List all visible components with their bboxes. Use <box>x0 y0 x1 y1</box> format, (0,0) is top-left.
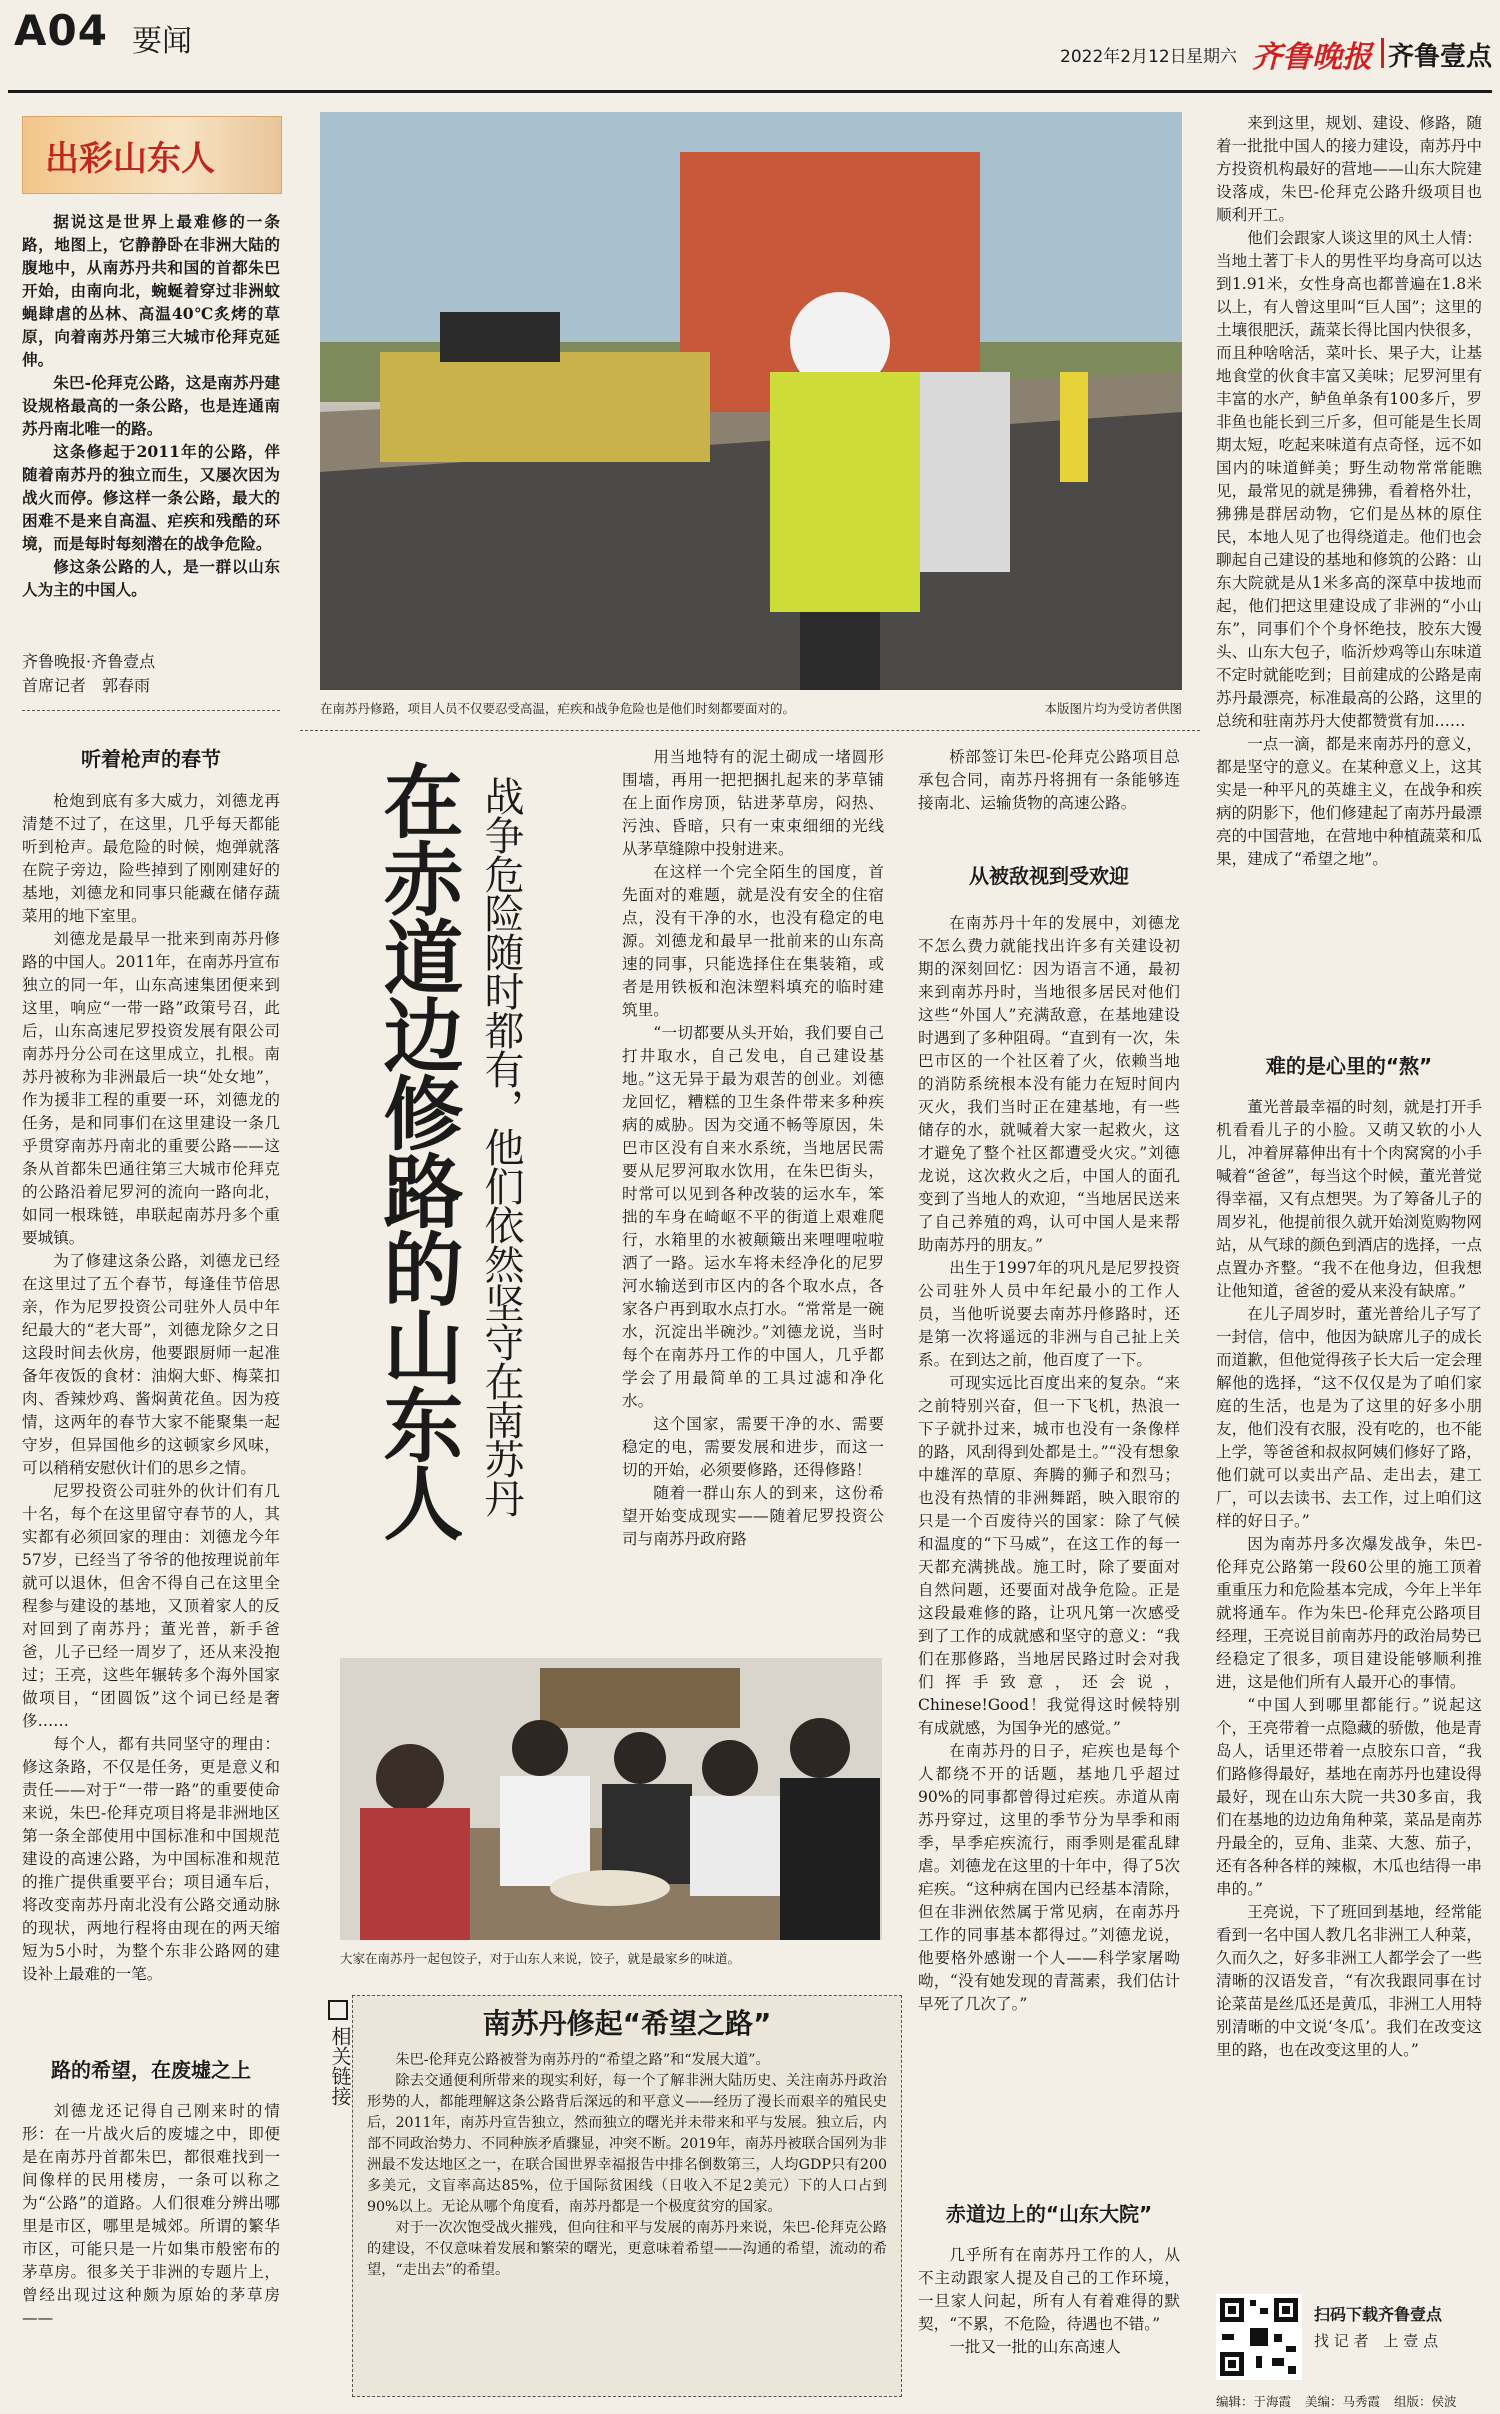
footer-editor: 编辑：于海霞 <box>1216 2394 1292 2409</box>
body-paragraph: 一点一滴，都是来南苏丹的意义，都是坚守的意义。在某种意义上，这其实是一种平凡的英雄主义，在战争和疾病的阴影下，他们修建起了南苏丹最漂亮的中国营地，在营地中种植蔬菜和瓜果，建成了“希望之地”。 <box>1216 735 1482 868</box>
body-paragraph: 出生于1997年的巩凡是尼罗投资公司驻外人员中年纪最小的工作人员，当他听说要去南苏丹修路时，还是第一次将遥远的非洲与自己扯上关系。在到达之前，他百度了一下。 <box>918 1259 1180 1369</box>
section-title: 从被敌视到受欢迎 <box>969 864 1129 888</box>
section-body <box>1216 1096 1482 2226</box>
byline-outlet: 齐鲁晚报·齐鲁壹点 <box>22 652 156 671</box>
footer-proof: 组版：侯波 <box>1394 2394 1457 2409</box>
section-title: 难的是心里的“熬” <box>1265 1054 1433 1078</box>
intro-paragraph: 修这条公路的人，是一群以山东人为主的中国人。 <box>22 557 280 599</box>
dumpling-photo <box>340 1658 882 1940</box>
masthead-divider <box>1381 38 1384 68</box>
masthead-logo-left: 齐鲁晚报 <box>1252 40 1372 75</box>
intro-paragraph: 朱巴-伦拜克公路，这是南苏丹建设规格最高的一条公路，也是连通南苏丹南北唯一的路。 <box>22 373 280 438</box>
body-paragraph: 这个国家，需要干净的水、需要稳定的电，需要发展和进步，而这一切的开始，必须要修路，还得修路！ <box>622 1415 884 1479</box>
section-body <box>918 912 1180 2192</box>
body-paragraph: 刘德龙还记得自己刚来时的情形：在一片战火后的废墟之中，即便是在南苏丹首都朱巴，都很难找到一间像样的民用楼房，一条可以称之为“公路”的道路。人们很难分辨出哪里是市区，哪里是城郊。所谓的繁华市区，可能只是一片如集市般密布的茅草房。很多关于非洲的专题片上，曾经出现过这种颇为原始的茅草房—— <box>22 2102 280 2327</box>
section-title: 听着枪声的春节 <box>81 747 221 771</box>
related-label-text: 相关链接 <box>328 2026 352 2106</box>
intro-paragraph: 这条修起于2011年的公路，伴随着南苏丹的独立而生，又屡次因为战火而停。修这样一条公路，最大的困难不是来自高温、疟疾和残酷的环境，而是每时每刻潜在的战争危险。 <box>22 442 280 553</box>
body-paragraph: 他们会跟家人谈这里的风土人情：当地土著丁卡人的男性平均身高可以达到1.91米，女性身高也都普遍在1.8米以上，有人曾这里叫“巨人国”；这里的土壤很肥沃，蔬菜长得比国内快很多，而且种啥啥活，菜叶长、果子大，让基地食堂的伙食丰富又美味；尼罗河里有丰富的水产，鲈鱼单条有100多斤，罗非鱼也能长到三斤多，但可能是生长周期太短，吃起来味道有点奇怪，远不如国内的味道鲜美；野生动物常常能瞧见，最常见的就是狒狒，看着格外壮，狒狒是群居动物，它们是丛林的原住民，本地人见了也得绕道走。他们也会聊起自己建设的基地和修筑的公路：山东大院就是从1米多高的深草中拔地而起，他们把这里建设成了非洲的“小山东”，同事们个个身怀绝技，胶东大馒头、山东大包子，临沂炒鸡等山东味道不定时就能吃到；目前建成的公路是南苏丹最漂亮，标准最高的公路，这里的总统和驻南苏丹大使都赞赏有加…… <box>1216 229 1482 730</box>
issue-date: 2022年2月12日 <box>1060 47 1187 67</box>
section-body <box>918 2244 1180 2404</box>
body-paragraph: 在南苏丹的日子，疟疾也是每个人都绕不开的话题，基地几乎超过90%的同事都曾得过疟疾。赤道从南苏丹穿过，这里的季节分为旱季和雨季，旱季疟疾流行，雨季则是霍乱肆虐。刘德龙在这里的十年中，得了5次疟疾。“这种病在国内已经基本清除，但在非洲依然属于常见病，在南苏丹工作的同事基本都得过。”刘德龙说，他要格外感谢一个人——科学家屠呦呦，“没有她发现的青蒿素，我们估计早死了几次了。” <box>918 1742 1180 2013</box>
intro-paragraph: 据说这是世界上最难修的一条路，地图上，它静静卧在非洲大陆的腹地中，从南苏丹共和国的首都朱巴开始，由南向北，蜿蜒着穿过非洲蚊蝇肆虐的丛林、高温40℃炙烤的草原，向着南苏丹第三大城市伦拜克延伸。 <box>22 212 280 369</box>
body-paragraph: “中国人到哪里都能行。”说起这个，王亮带着一点隐藏的骄傲，他是青岛人，话里还带着一点胶东口音，“我们路修得最好，基地在南苏丹也建设得最好，现在山东大院一共30多亩，我们在基地的边边角角种菜，菜品是南苏丹最全的，豆角、韭菜、大葱、茄子，还有各种各样的辣椒，木瓜也结得一串串的。” <box>1216 1696 1482 1898</box>
body-paragraph: 一批又一批的山东高速人 <box>949 2338 1121 2356</box>
section-name: 要闻 <box>132 24 192 59</box>
column-e-body <box>1216 112 1482 1048</box>
related-paragraph: 对于一次次饱受战火摧残，但向往和平与发展的南苏丹来说，朱巴-伦拜克公路的建设，不仅意味着发展和繁荣的曙光，更意味着希望——沟通的希望，流动的希望，“走出去”的希望。 <box>367 2220 887 2278</box>
intro-text <box>22 210 280 640</box>
related-label-icon <box>328 2000 348 2020</box>
issue-weekday: 星期六 <box>1186 47 1237 67</box>
section-title: 路的希望，在废墟之上 <box>51 2058 251 2082</box>
road-construction-illustration <box>320 112 1182 690</box>
body-paragraph: 因为南苏丹多次爆发战争，朱巴-伦拜克公路第一段60公里的施工顶着重重压力和危险基本完成，今年上半年就将通车。作为朱巴-伦拜克公路项目经理，王亮说目前南苏丹的政治局势已经稳定了很多，项目建设能够顺利推进，这是他们所有人最开心的事情。 <box>1216 1535 1482 1691</box>
headline-main: 在赤道边修路的山东人 <box>370 760 464 1540</box>
body-paragraph: 在儿子周岁时，董光普给儿子写了一封信，信中，他因为缺席儿子的成长而道歉，但他觉得孩子长大后一定会理解他的选择，“这不仅仅是为了咱们家庭的生活，也是为了这里的好多小朋友，他们没有衣服，没有吃的，也不能上学，等爸爸和叔叔阿姨们修好了路，他们就可以卖出产品、走出去，建工厂，可以去读书、去工作，过上咱们这样的好日子。” <box>1216 1305 1482 1530</box>
body-paragraph: 随着一群山东人的到来，这份希望开始变成现实——随着尼罗投资公司与南苏丹政府路 <box>622 1484 884 1548</box>
qr-code-icon <box>1216 2294 1302 2380</box>
section-title: 赤道边上的“山东大院” <box>945 2202 1153 2226</box>
caption-rule <box>300 730 1200 731</box>
body-paragraph: 为了修建这条公路，刘德龙已经在这里过了五个春节，每逢佳节倍思亲，作为尼罗投资公司驻外人员中年纪最大的“老大哥”，刘德龙除夕之日这段时间去伙房，他要跟厨师一起准备年夜饭的食材：油焖大虾、梅菜扣肉、香辣炒鸡、酱焖黄花鱼。因为疫情，这两年的春节大家不能聚集一起守岁，但异国他乡的这顿家乡风味，可以稍稍安慰伙计们的思乡之情。 <box>22 1252 280 1477</box>
byline-reporter: 首席记者 郭春雨 <box>22 676 151 695</box>
body-paragraph: 尼罗投资公司驻外的伙计们有几十名，每个在这里留守春节的人，其实都有必须回家的理由：刘德龙今年57岁，已经当了爷爷的他按理说前年就可以退休，但舍不得自己在这里全程参与建设的基地，又顶着家人的反对回到了南苏丹；董光普，新手爸爸，儿子已经一周岁了，还从来没抱过；王亮，这些年辗转多个海外国家做项目，“团圆饭”这个词已经是奢侈…… <box>22 1482 280 1730</box>
banner <box>22 116 282 194</box>
body-paragraph: 几乎所有在南苏丹工作的人，从不主动跟家人提及自己的工作环境，一旦家人问起，所有人有着难得的默契，“不累，不危险，待遇也不错。” <box>918 2246 1180 2333</box>
top-photo <box>320 112 1182 690</box>
top-photo-caption: 在南苏丹修路，项目人员不仅要忍受高温，疟疾和战争危险也是他们时刻都要面对的。 <box>320 701 796 716</box>
related-body <box>367 2050 887 2380</box>
qr-text-line2: 找 记 者 上 壹 点 <box>1314 2332 1439 2350</box>
body-paragraph: 来到这里，规划、建设、修路，随着一批批中国人的接力建设，南苏丹中方投资机构最好的营地——山东大院建设落成，朱巴-伦拜克公路升级项目也顺利开工。 <box>1216 114 1482 224</box>
body-paragraph: 董光普最幸福的时刻，就是打开手机看看儿子的小脸。又萌又软的小人儿，冲着屏幕伸出有十个肉窝窝的小手喊着“爸爸”，每当这个时候，董光普觉得幸福，又有点想哭。为了筹备儿子的周岁礼，他提前很久就开始浏览购物网站，从气球的颜色到酒店的选择，一点点置办齐整。“我不在他身边，但我想让他知道，爸爸的爱从来没有缺席。” <box>1216 1098 1482 1300</box>
related-title: 南苏丹修起“希望之路” <box>482 2007 772 2040</box>
body-paragraph: 桥部签订朱巴-伦拜克公路项目总承包合同，南苏丹将拥有一条能够连接南北、运输货物的高速公路。 <box>918 748 1180 812</box>
masthead-logo-right: 齐鲁壹点 <box>1388 42 1493 72</box>
column-c-body <box>622 746 884 1641</box>
headline-deck: 战争危险随时都有，他们依然坚守在南苏丹 <box>478 776 524 1517</box>
body-paragraph: 可现实远比百度出来的复杂。“来之前特别兴奋，但一下飞机，热浪一下子就扑过来，城市也没有一条像样的路，风刮得到处都是土。”“没有想象中雄浑的草原、奔腾的狮子和烈马；也没有热情的非洲舞蹈，映入眼帘的只是一个百废待兴的国家：除了气候和温度的“下马威”，在这工作的每一天都充满挑战。施工时，除了要面对自然问题，还要面对战争危险。正是这段最难修的路，让巩凡第一次感受到了工作的成就感和坚守的意义：“我们在那修路，当地居民路过时会对我们挥手致意，还会说，Chinese!Good！我觉得这时候特别有成就感，为国争光的感觉。” <box>918 1374 1180 1737</box>
photo-credit: 本版图片均为受访者供图 <box>1044 701 1182 716</box>
related-box <box>352 1995 902 2397</box>
body-paragraph: 刘德龙是最早一批来到南苏丹修路的中国人。2011年，在南苏丹宣布独立的同一年，山东高速集团便来到这里，响应“一带一路”政策号召，此后，山东高速尼罗投资发展有限公司南苏丹分公司在这里成立，扎根。南苏丹被称为非洲最后一块“处女地”，作为援非工程的重要一环，刘德龙的任务，是和同事们在这里建设一条几乎贯穿南苏丹南北的重要公路——这条从首都朱巴通往第三大城市伦拜克的公路沿着尼罗河的流向一路向北，如同一根珠链，串联起南苏丹多个重要城镇。 <box>22 930 280 1247</box>
qr-text <box>1314 2302 1484 2354</box>
body-paragraph: 王亮说，下了班回到基地，经常能看到一名中国人教几名非洲工人种菜，久而久之，好多非洲工人都学会了一些清晰的汉语发音，“有次我跟同事在讨论菜苗是丝瓜还是黄瓜，非洲工人用特别清晰的中文说‘冬瓜’。我们在改变这里的路，也在改变这里的人。” <box>1216 1903 1482 2059</box>
related-label <box>324 2000 352 2106</box>
related-paragraph: 除去交通便利所带来的现实利好，每一个了解非洲大陆历史、关注南苏丹政治形势的人，都能理解这条公路背后深远的和平意义——经历了漫长而艰辛的殖民史后，2011年，南苏丹宣告独立，然而独立的曙光并未带来和平与发展。独立后，内部不同政治势力、不同种族矛盾骤显，冲突不断。2019年，南苏丹被联合国列为非洲最不发达地区之一，在联合国世界幸福报告中排名倒数第三，人均GDP只有200多美元，文盲率高达85%，位于国际贫困线（日收入不足2美元）下的人口占到90%以上。无论从哪个角度看，南苏丹都是一个极度贫穷的国家。 <box>367 2073 887 2215</box>
column-d-body <box>918 746 1180 816</box>
body-paragraph: “一切都要从头开始，我们要自己打井取水，自己发电，自己建设基地。”这无异于最为艰苦的创业。刘德龙回忆，糟糕的卫生条件带来多种疾病的威胁。因为交通不畅等原因，朱巴市区没有自来水系统，当地居民需要从尼罗河取水饮用，在朱巴街头，时常可以见到各种改装的运水车，笨拙的车身在崎岖不平的街道上艰难爬行，水箱里的水被颠簸出来哩哩啦啦洒了一路。运水车将未经净化的尼罗河水输送到市区内的各个取水点，各家各户再到取水点打水。“常常是一碗水，沉淀出半碗沙。”刘德龙说，当时每个在南苏丹工作的中国人，几乎都学会了用最简单的工具过滤和净化水。 <box>622 1024 884 1410</box>
dumpling-photo-caption: 大家在南苏丹一起包饺子，对于山东人来说，饺子，就是最家乡的味道。 <box>340 1951 741 1966</box>
body-paragraph: 在这样一个完全陌生的国度，首先面对的难题，就是没有安全的住宿点，没有干净的水，也没有稳定的电源。刘德龙和最早一批前来的山东高速的同事，只能选择住在集装箱，或者是用铁板和泡沫塑料填充的临时建筑里。 <box>622 863 884 1019</box>
group-cooking-illustration <box>340 1658 882 1940</box>
related-paragraph: 朱巴-伦拜克公路被誉为南苏丹的“希望之路”和“发展大道”。 <box>395 2052 770 2068</box>
byline <box>22 650 280 698</box>
page-number: A04 <box>14 6 108 55</box>
section-body <box>22 790 280 2020</box>
header-rule <box>8 90 1492 93</box>
body-paragraph: 枪炮到底有多大威力，刘德龙再清楚不过了，在这里，几乎每天都能听到枪声。最危险的时候，炮弹就落在院子旁边，险些掉到了刚刚建好的基地，刘德龙和同事只能藏在储存蔬菜用的地下室里。 <box>22 792 280 925</box>
qr-code[interactable] <box>1216 2294 1302 2380</box>
byline-rule <box>22 710 280 711</box>
body-paragraph: 用当地特有的泥土砌成一堵圆形围墙，再用一把把捆扎起来的茅草铺在上面作房顶，钻进茅草房，闷热、污浊、昏暗，只有一束束细细的光线从茅草缝隙中投射进来。 <box>622 748 884 858</box>
body-paragraph: 每个人，都有共同坚守的理由：修这条路，不仅是任务，更是意义和责任——对于“一带一路”的重要使命来说，朱巴-伦拜克项目将是非洲地区第一条全部使用中国标准和中国规范建设的高速公路，为中国标准和规范的推广提供重要平台；项目通车后，将改变南苏丹南北没有公路交通动脉的现状，两地行程将由现在的两天缩短为5小时，为整个东非公路网的建设补上最难的一笔。 <box>22 1735 280 1983</box>
footer-art: 美编：马秀霞 <box>1305 2394 1381 2409</box>
banner-label: 出彩山东人 <box>45 139 215 179</box>
qr-text-line1: 扫码下载齐鲁壹点 <box>1314 2305 1443 2324</box>
footer-credits <box>1216 2392 1492 2410</box>
body-paragraph: 在南苏丹十年的发展中，刘德龙不怎么费力就能找出许多有关建设初期的深刻回忆：因为语言不通，最初来到南苏丹时，当地很多居民对他们这些“外国人”充满敌意，在基地建设时遇到了多种阻碍。“直到有一次，朱巴市区的一个社区着了火，依赖当地的消防系统根本没有能力在短时间内灭火，我们当时正在建基地，有一些储存的水，就喊着大家一起救火，这才避免了整个社区都遭受火灾。”刘德龙说，这次救火之后，中国人的面孔变到了当地人的欢迎，“当地居民送来了自己养殖的鸡，认可中国人是来帮助南苏丹的朋友。” <box>918 914 1180 1254</box>
section-body <box>22 2100 280 2392</box>
